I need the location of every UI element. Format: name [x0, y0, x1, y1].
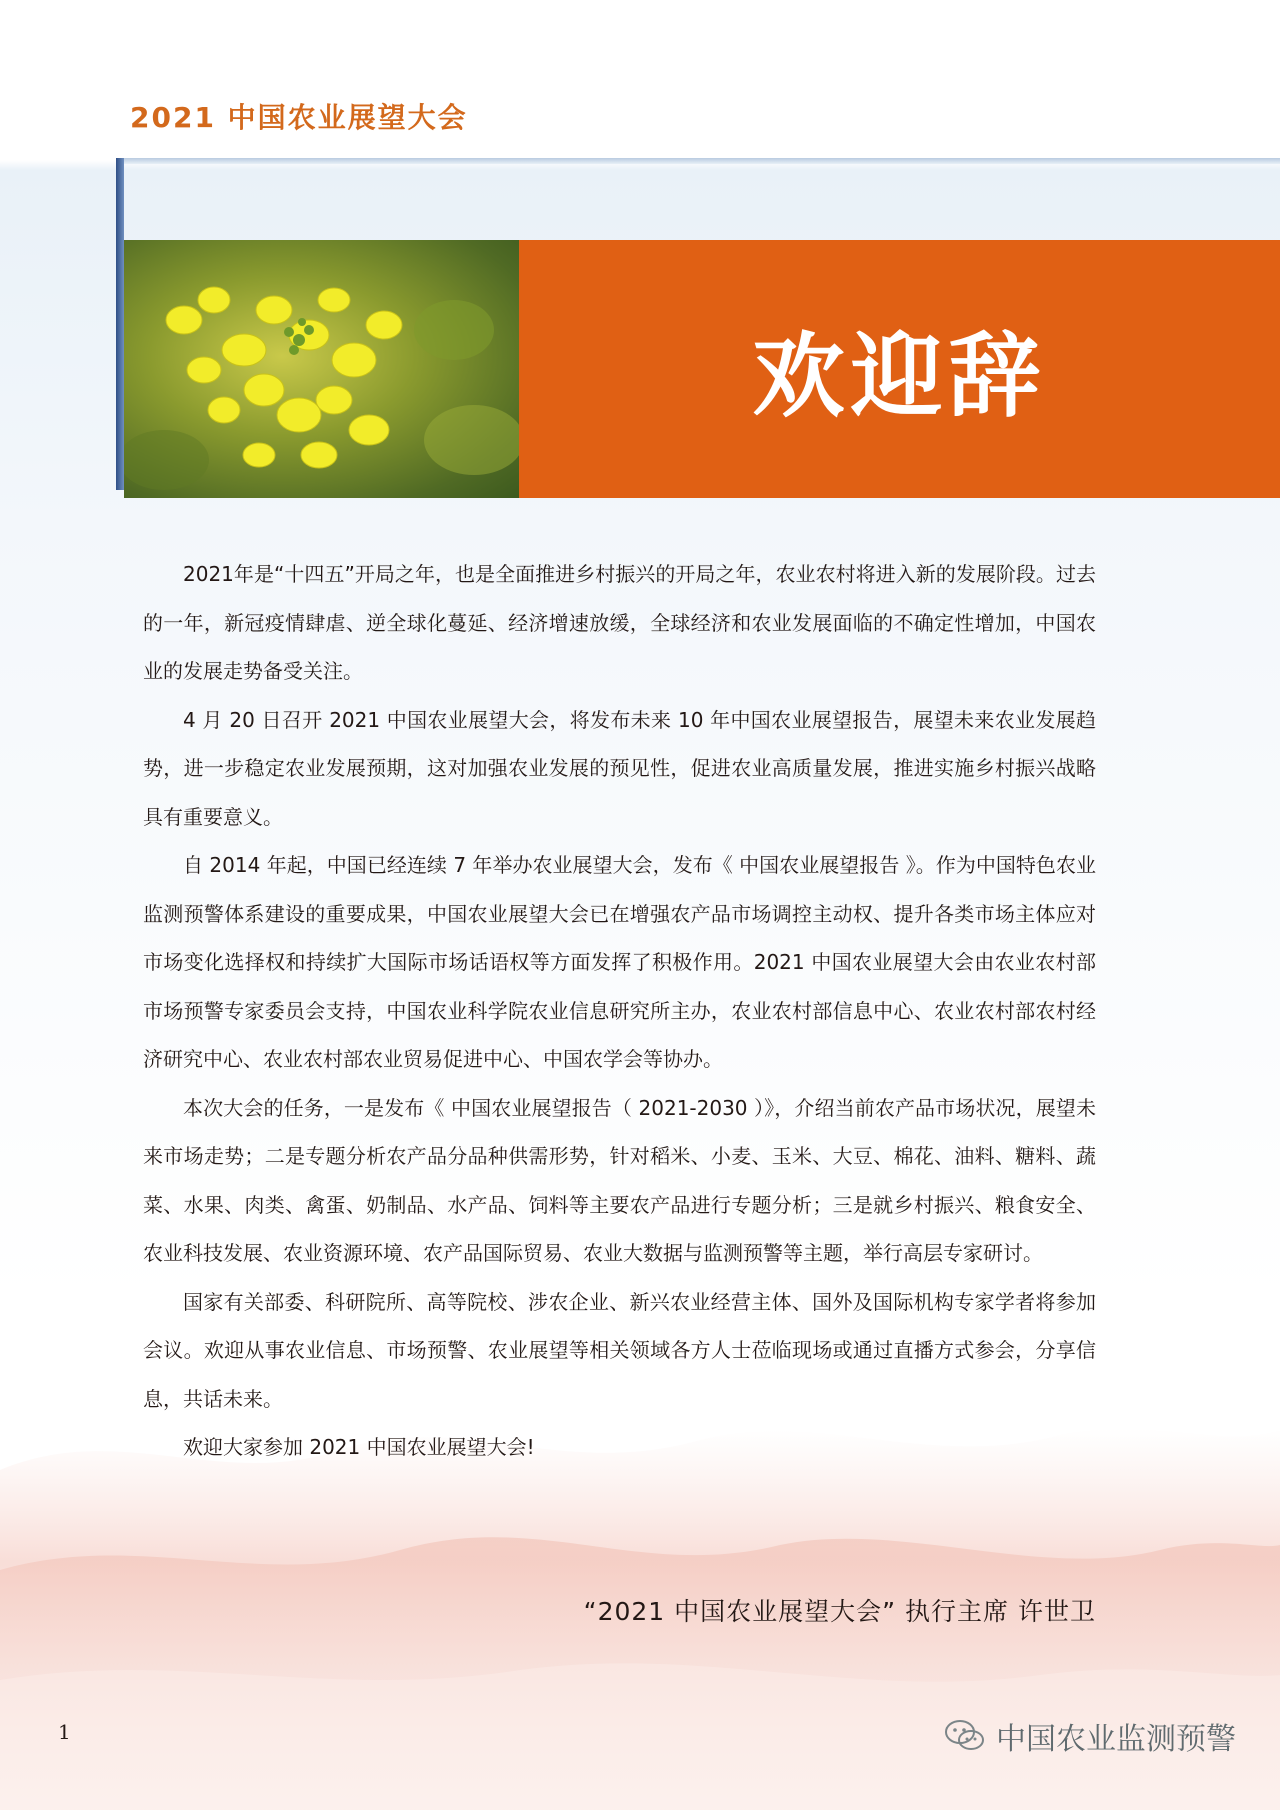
- flower-illustration: [124, 240, 519, 498]
- wechat-icon: [944, 1718, 986, 1754]
- panel-top-border: [116, 158, 1280, 164]
- banner-title: 欢迎辞: [752, 322, 1047, 430]
- welcome-speech-body: [143, 550, 1096, 1472]
- conference-header-title: 2021 中国农业展望大会: [130, 101, 468, 134]
- watermark-text: 中国农业监测预警: [996, 1722, 1236, 1757]
- welcome-banner: [519, 240, 1280, 498]
- account-watermark: [944, 1714, 1236, 1758]
- paragraph: 欢迎大家参加 2021 中国农业展望大会!: [183, 1435, 535, 1459]
- page-number: 1: [58, 1720, 71, 1744]
- paragraph: 自 2014 年起，中国已经连续 7 年举办农业展望大会，发布《 中国农业展望报告 》。作为中国特色农业监测预警体系建设的重要成果，中国农业展望大会已在增强农产品市场调控主动权、提升各类市场主体应对市场变化选择权和持续扩大国际市场话语权等方面发挥了积极作用。2021 中国农业展望大会由农业农村部市场预警专家委员会支持，中国农业科学院农业信息研究所主办，农业农村部信息中心、农业农村部农村经济研究中心、农业农村部农业贸易促进中心、中国农学会等协办。: [143, 853, 1096, 1071]
- paragraph: 4 月 20 日召开 2021 中国农业展望大会，将发布未来 10 年中国农业展望报告，展望未来农业发展趋势，进一步稳定农业发展预期，这对加强农业发展的预见性，促进农业高质量发展，推进实施乡村振兴战略具有重要意义。: [143, 707, 1096, 829]
- paragraph: 国家有关部委、科研院所、高等院校、涉农企业、新兴农业经营主体、国外及国际机构专家学者将参加会议。欢迎从事农业信息、市场预警、农业展望等相关领域各方人士莅临现场或通过直播方式参会，分享信息，共话未来。: [143, 1289, 1096, 1411]
- signature-line: “2021 中国农业展望大会” 执行主席 许世卫: [583, 1597, 1096, 1626]
- paragraph: 2021年是“十四五”开局之年，也是全面推进乡村振兴的开局之年，农业农村将进入新的发展阶段。过去的一年，新冠疫情肆虐、逆全球化蔓延、经济增速放缓，全球经济和农业发展面临的不确定性增加，中国农业的发展走势备受关注。: [143, 562, 1096, 683]
- paragraph: 本次大会的任务，一是发布《 中国农业展望报告（ 2021-2030 ）》，介绍当前农产品市场状况，展望未来市场走势；二是专题分析农产品分品种供需形势，针对稻米、小麦、玉米、大豆、棉花、油料、糖料、蔬菜、水果、肉类、禽蛋、奶制品、水产品、饲料等主要农产品进行专题分析；三是就乡村振兴、粮食安全、农业科技发展、农业资源环境、农产品国际贸易、农业大数据与监测预警等主题，举行高层专家研讨。: [143, 1095, 1096, 1265]
- panel-left-edge: [116, 158, 124, 490]
- rapeseed-flower-image: [124, 240, 519, 498]
